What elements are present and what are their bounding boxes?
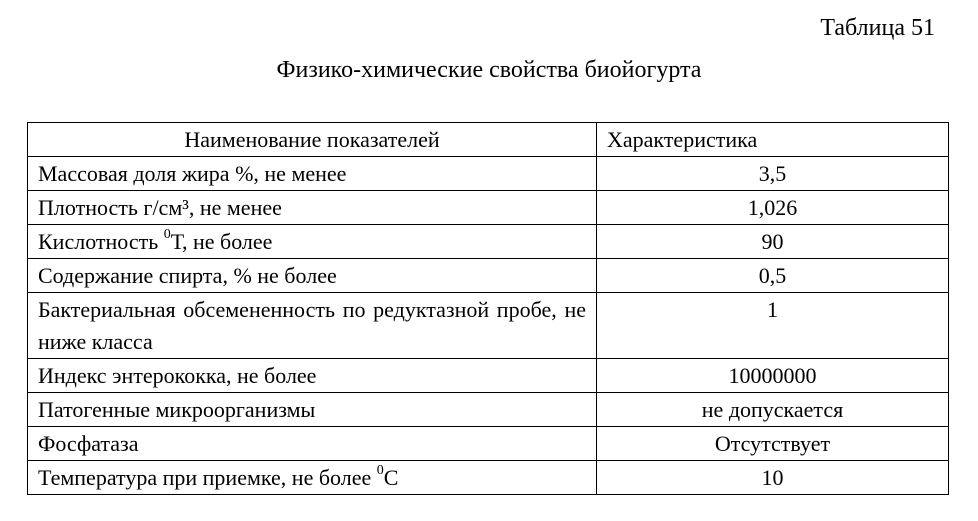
row-name: Содержание спирта, % не более <box>28 259 597 293</box>
row-value: 3,5 <box>597 157 949 191</box>
row-name: Плотность г/см³, не менее <box>28 191 597 225</box>
properties-table <box>27 122 949 495</box>
row-name <box>28 225 597 259</box>
table-row <box>28 225 949 259</box>
row-value: 1 <box>597 293 949 359</box>
table-row <box>28 427 949 461</box>
row-value: 90 <box>597 225 949 259</box>
header-name: Наименование показателей <box>28 123 597 157</box>
table-number: Таблица 51 <box>820 15 935 41</box>
row-value: Отсутствует <box>597 427 949 461</box>
table-row <box>28 191 949 225</box>
row-name: Фосфатаза <box>28 427 597 461</box>
table-title: Физико-химические свойства биойогурта <box>276 57 702 83</box>
table-row <box>28 359 949 393</box>
degree-superscript: 0 <box>376 462 384 478</box>
row-value: 1,026 <box>597 191 949 225</box>
row-name-post: Т, не более <box>170 229 273 254</box>
row-name-pre: Кислотность <box>38 229 164 254</box>
table-row <box>28 259 949 293</box>
row-name: Патогенные микроорганизмы <box>28 393 597 427</box>
row-name: Индекс энтерококка, не более <box>28 359 597 393</box>
table-row <box>28 157 949 191</box>
table-row <box>28 293 949 359</box>
row-name: Массовая доля жира %, не менее <box>28 157 597 191</box>
row-name <box>28 461 597 495</box>
table-row <box>28 461 949 495</box>
table-row <box>28 393 949 427</box>
row-value: 0,5 <box>597 259 949 293</box>
row-name-post: С <box>383 465 399 490</box>
row-value: 10 <box>597 461 949 495</box>
header-characteristic: Характеристика <box>597 123 949 157</box>
row-name-pre: Температура при приемке, не более <box>38 465 377 490</box>
row-value: не допускается <box>597 393 949 427</box>
table-header-row <box>28 123 949 157</box>
row-value: 10000000 <box>597 359 949 393</box>
degree-superscript: 0 <box>163 226 171 242</box>
row-name: Бактериальная обсемененность по редуктазной пробе, не ниже класса <box>28 293 597 359</box>
